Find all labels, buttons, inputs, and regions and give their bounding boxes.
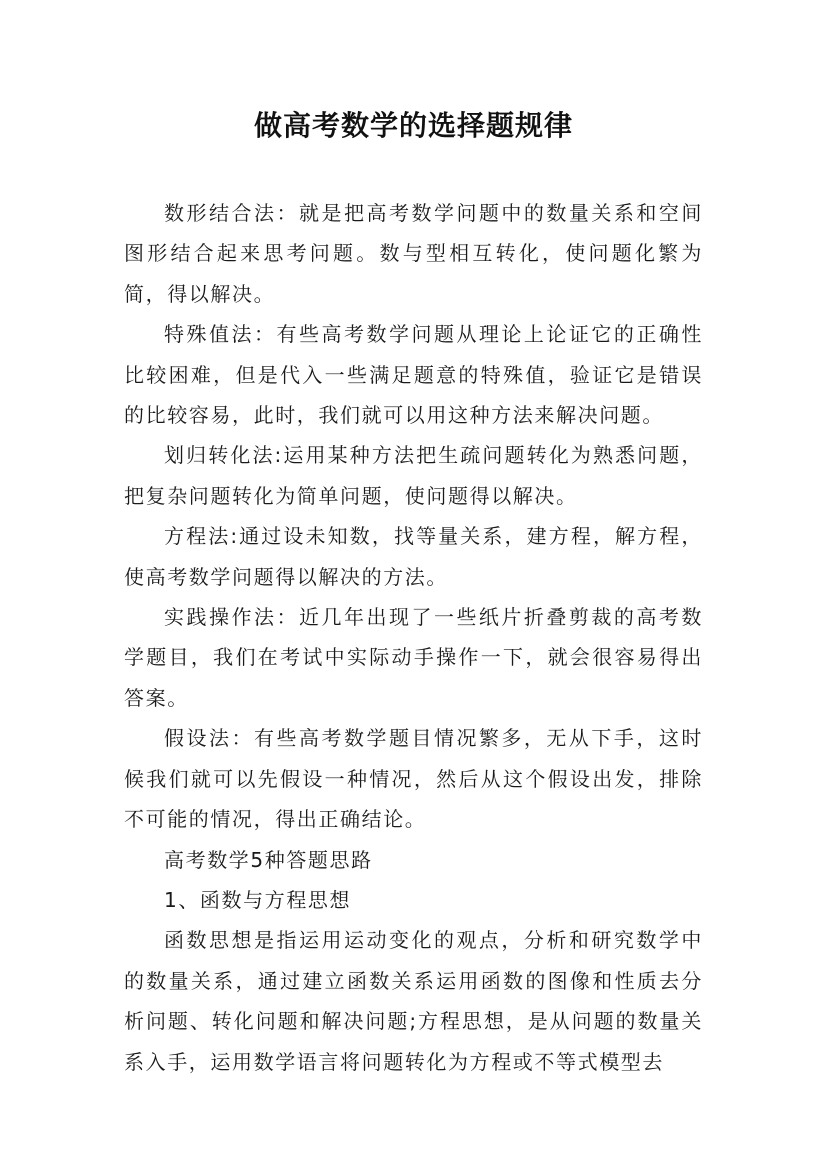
document-title: 做高考数学的选择题规律 xyxy=(253,109,573,142)
section-heading-answer-ideas: 高考数学5种答题思路 xyxy=(164,847,373,872)
paragraph-assumption-method: 假设法：有些高考数学题目情况繁多，无从下手，这时候我们就可以先假设一种情况，然后从这个假设出发，排除不可能的情况，得出正确结论。 xyxy=(124,726,703,832)
subheading-function-equation: 1、函数与方程思想 xyxy=(164,887,352,912)
paragraph-equation-method: 方程法:通过设未知数，找等量关系，建方程，解方程，使高考数学问题得以解决的方法。 xyxy=(124,524,703,589)
paragraph-shape-number-method: 数形结合法：就是把高考数学问题中的数量关系和空间图形结合起来思考问题。数与型相互转化，使问题化繁为简，得以解决。 xyxy=(124,201,703,306)
paragraph-reduction-method: 划归转化法:运用某种方法把生疏问题转化为熟悉问题，把复杂问题转化为简单问题，使问题得以解决。 xyxy=(124,443,703,508)
paragraph-function-thinking: 函数思想是指运用运动变化的观点，分析和研究数学中的数量关系，通过建立函数关系运用函数的图像和性质去分析问题、转化问题和解决问题;方程思想，是从问题的数量关系入手，运用数学语言将问题转化为方程或不等式模型去 xyxy=(124,928,703,1074)
paragraph-practical-operation-method: 实践操作法：近几年出现了一些纸片折叠剪裁的高考数学题目，我们在考试中实际动手操作一下，就会很容易得出答案。 xyxy=(124,605,703,710)
document-body xyxy=(124,193,703,1082)
paragraph-special-value-method: 特殊值法：有些高考数学问题从理论上论证它的正确性比较困难，但是代入一些满足题意的特殊值，验证它是错误的比较容易，此时，我们就可以用这种方法来解决问题。 xyxy=(124,322,703,428)
